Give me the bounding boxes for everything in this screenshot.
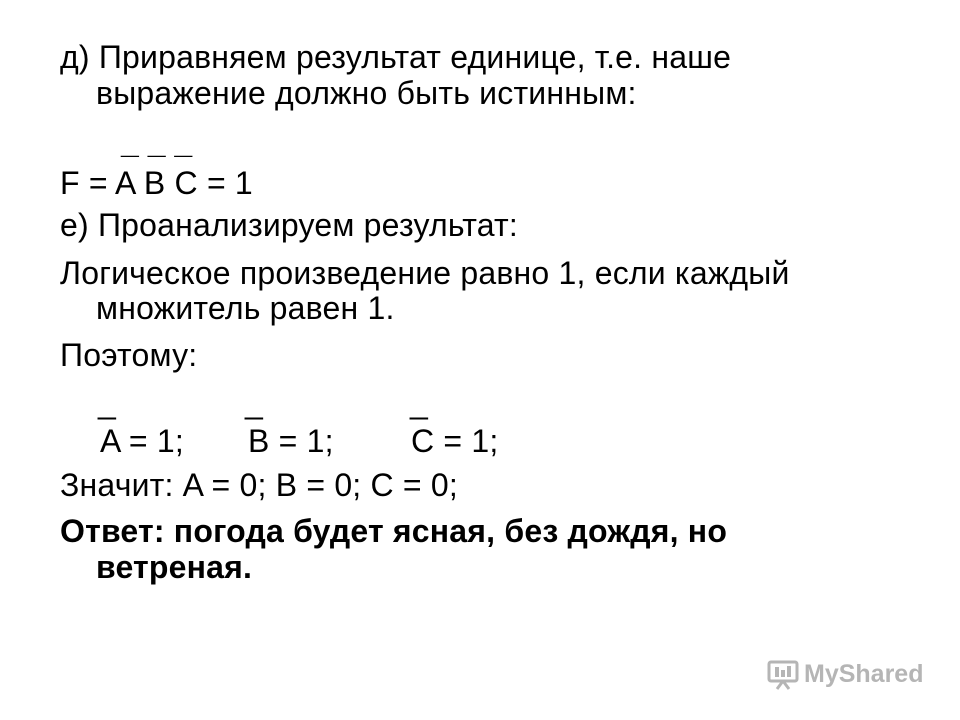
negation-bar-a: _ bbox=[98, 384, 116, 420]
presentation-icon bbox=[766, 657, 800, 691]
step-d-line1: д) Приравняем результат единице, т.е. наше bbox=[60, 39, 732, 75]
answer-line1: Ответ: погода будет ясная, без дождя, но bbox=[60, 513, 728, 549]
step-d-line2: выражение должно быть истинным: bbox=[96, 75, 637, 111]
watermark-text: MyShared bbox=[804, 659, 924, 688]
myshared-watermark bbox=[766, 654, 926, 694]
equation-b: B = 1; bbox=[248, 423, 334, 459]
negation-bar-b: _ bbox=[245, 384, 263, 420]
therefore-line: Поэтому: bbox=[60, 337, 198, 373]
logical-product-line1: Логическое произведение равно 1, если каждый bbox=[60, 255, 790, 291]
equation-a: A = 1; bbox=[100, 423, 184, 459]
answer-line2: ветреная. bbox=[96, 549, 253, 585]
formula-f: F = A B C = 1 bbox=[60, 165, 253, 201]
conclusion-line: Значит: A = 0; B = 0; C = 0; bbox=[60, 467, 458, 503]
negation-bar-c: _ bbox=[410, 384, 428, 420]
step-e-line: е) Проанализируем результат: bbox=[60, 207, 518, 243]
equation-c: C = 1; bbox=[411, 423, 499, 459]
negation-bars: _ _ _ bbox=[121, 124, 193, 160]
logical-product-line2: множитель равен 1. bbox=[96, 290, 395, 326]
